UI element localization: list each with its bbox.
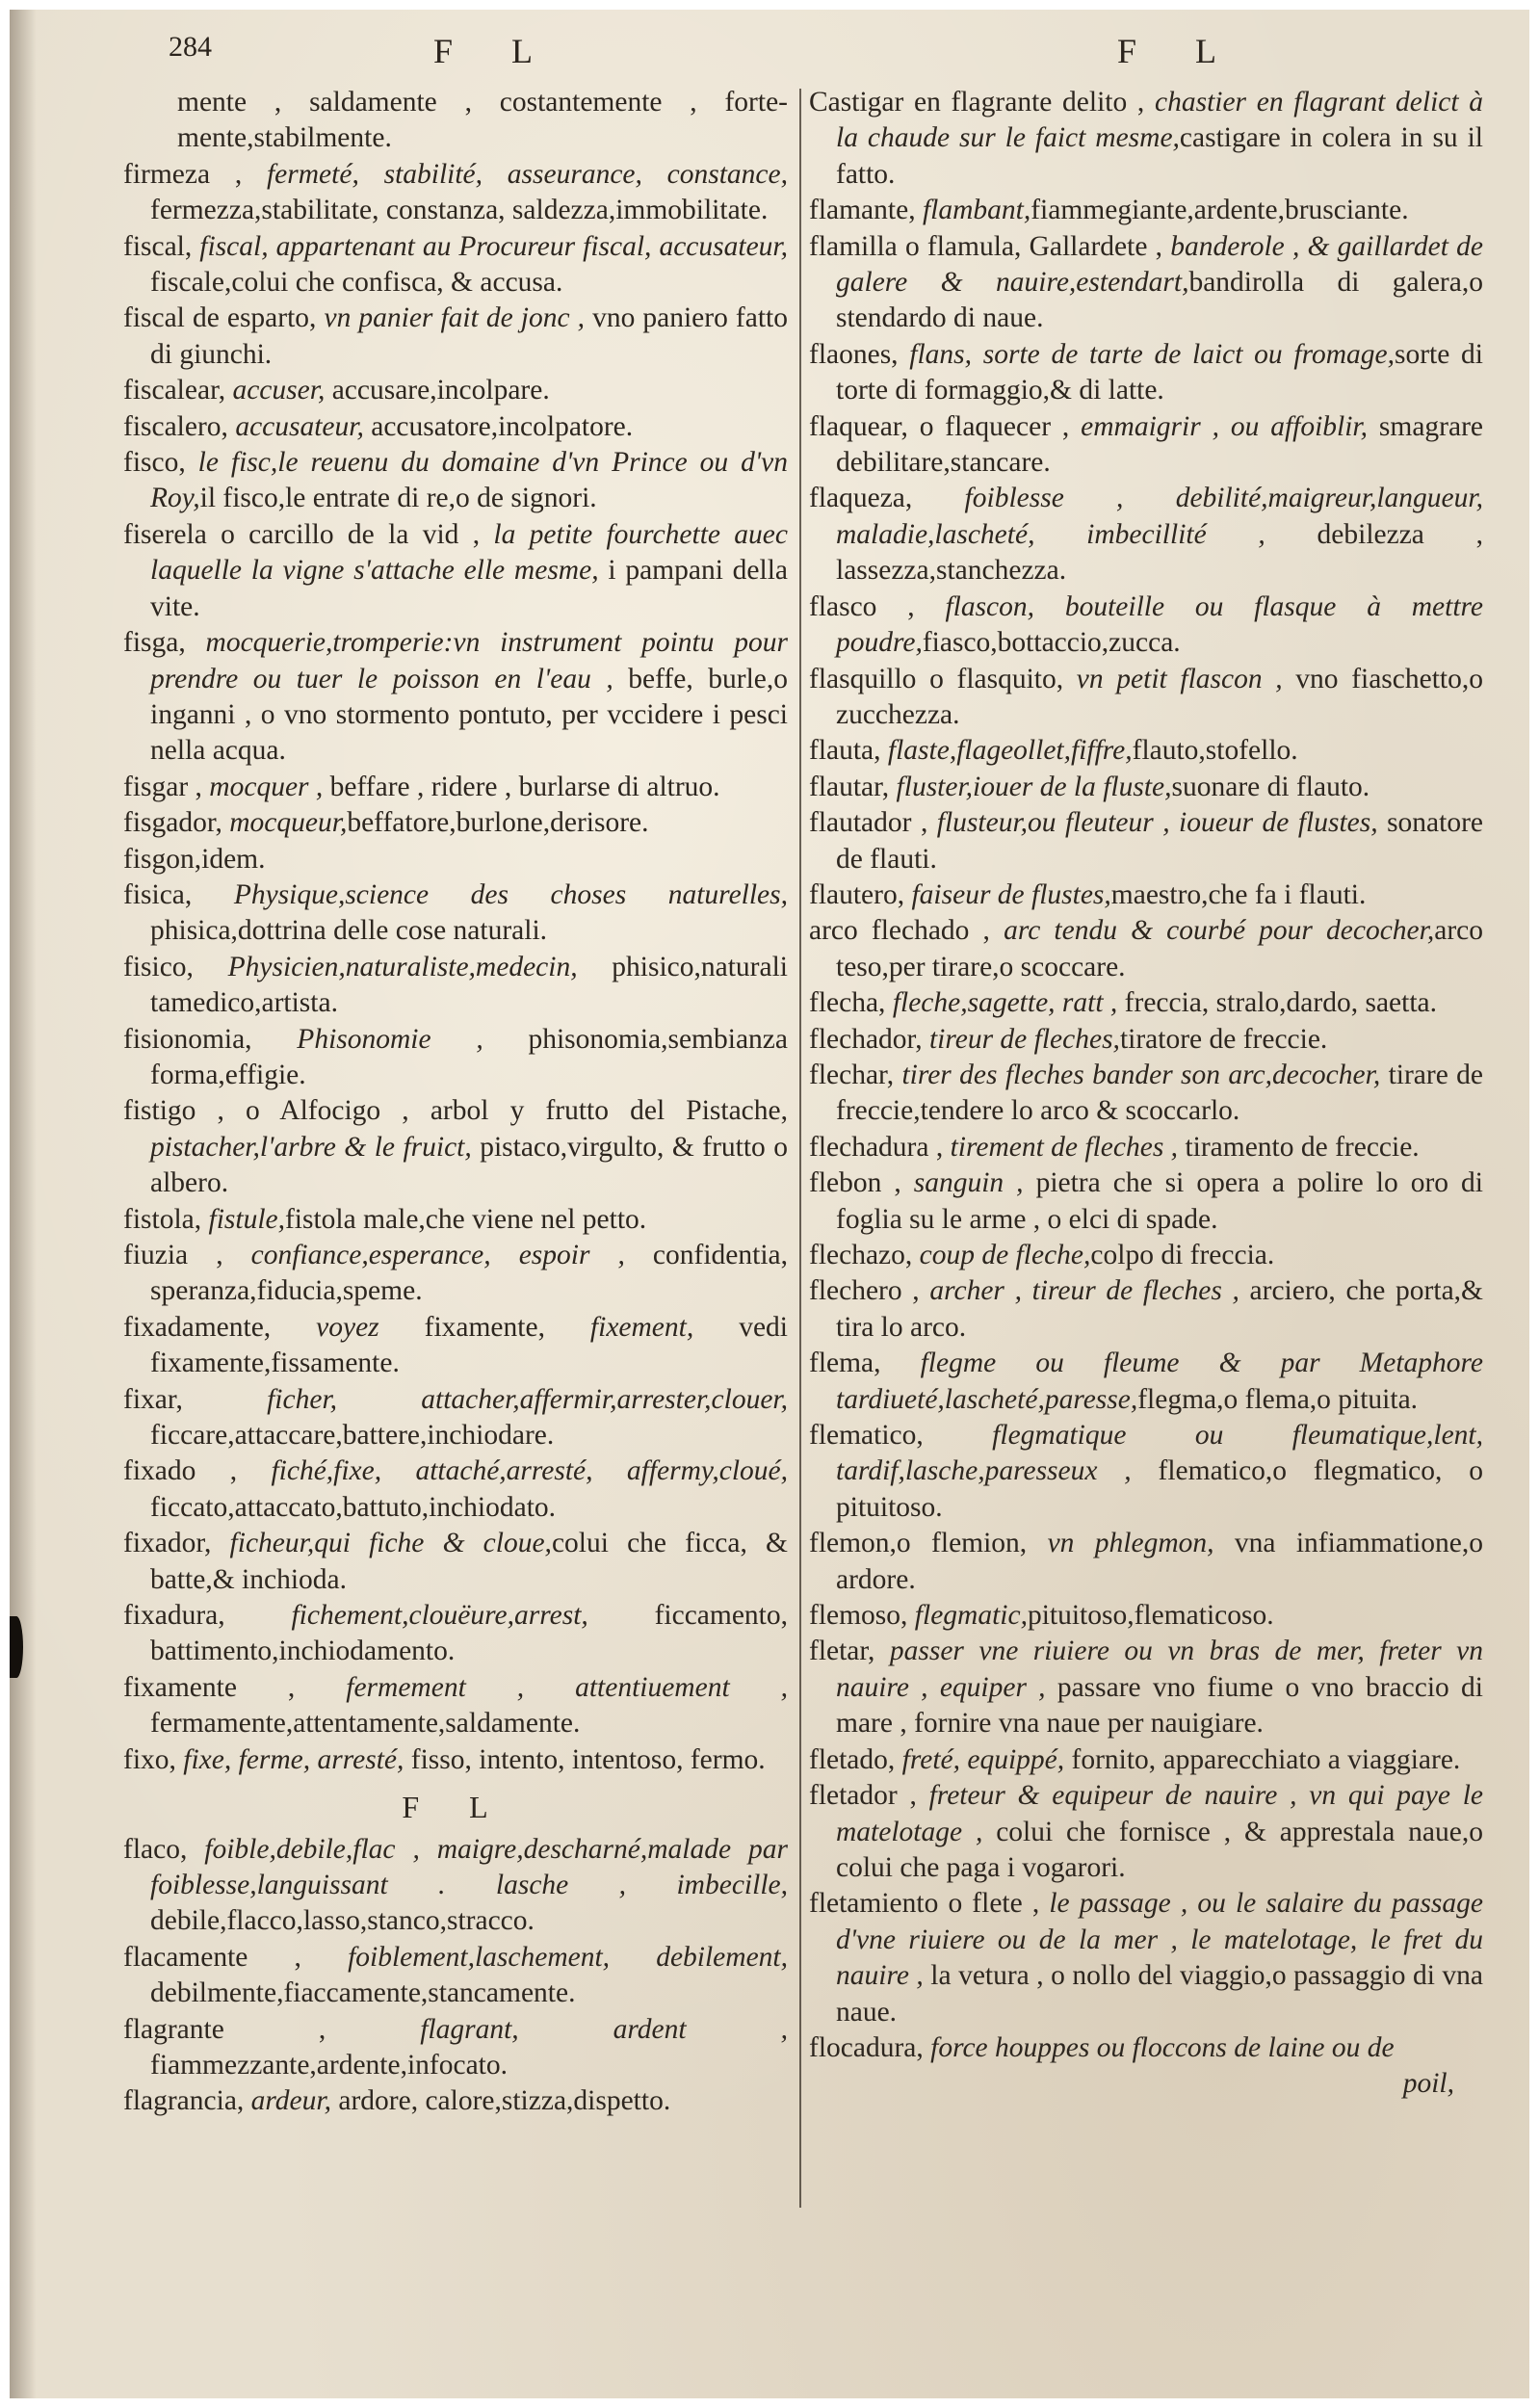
french-gloss: foiblesse , debilité,maigreur,langueur, maladie,lascheté, imbecillité , bbox=[836, 483, 1483, 550]
dictionary-entry bbox=[809, 337, 1483, 409]
spanish-headword: fixadamente, bbox=[123, 1311, 317, 1343]
french-gloss: archer , tireur de fleches , bbox=[929, 1275, 1239, 1307]
french-gloss: fixement, bbox=[589, 1311, 694, 1343]
french-gloss: sanguin , bbox=[913, 1167, 1024, 1199]
french-gloss: emmaigrir , ou affoiblir, bbox=[1081, 410, 1369, 442]
italian-gloss: fermamente,attentamente,saldamente. bbox=[150, 1708, 581, 1740]
dictionary-entry bbox=[809, 877, 1483, 913]
italian-gloss: arciero, che porta,& tira lo arco. bbox=[836, 1275, 1483, 1343]
italian-gloss: vedi fixamente,fissamente. bbox=[150, 1311, 788, 1379]
section-heading: F L bbox=[402, 1790, 509, 1825]
dictionary-entry bbox=[809, 733, 1483, 769]
spanish-headword: flechazo, bbox=[809, 1240, 920, 1270]
french-gloss: le fisc,le reuenu du domaine d'vn Prince ou d'vn Roy, bbox=[150, 447, 789, 514]
french-gloss: tirement de fleches , bbox=[950, 1131, 1179, 1163]
italian-gloss: castigare in colera in su il fatto. bbox=[836, 122, 1484, 190]
dictionary-entry bbox=[809, 1526, 1483, 1598]
italian-gloss: smagrare debilitare,stancare. bbox=[836, 410, 1483, 479]
dictionary-entry bbox=[123, 2012, 788, 2084]
spanish-headword: flechadura , bbox=[809, 1131, 951, 1163]
french-gloss: banderole , & gaillardet de galere & nauire,estendart, bbox=[836, 230, 1483, 299]
spanish-headword: flagrancia, bbox=[123, 2085, 251, 2117]
dictionary-entry bbox=[809, 913, 1483, 985]
italian-gloss: fiammegiante,ardente,brusciante. bbox=[1030, 195, 1409, 226]
french-gloss: tireur de fleches, bbox=[928, 1023, 1120, 1055]
italian-gloss: fornito, apparecchiato a viaggiare. bbox=[1064, 1743, 1461, 1775]
french-gloss: vn petit flascon , bbox=[1076, 663, 1283, 694]
italian-gloss: fiammezzante,ardente,infocato. bbox=[150, 2049, 508, 2081]
spanish-headword: flebon , bbox=[809, 1167, 914, 1199]
dictionary-entry bbox=[809, 1886, 1483, 2030]
italian-gloss: colui che fornisce , & apprestala naue,o colui che paga i vogarori. bbox=[836, 1816, 1483, 1883]
french-gloss: vn panier fait de jonc , bbox=[324, 302, 586, 334]
dictionary-entry bbox=[123, 1832, 788, 1940]
italian-gloss: ficcamento, battimento,inchiodamento. bbox=[150, 1600, 788, 1667]
dictionary-entry bbox=[809, 1058, 1483, 1130]
dictionary-entry bbox=[809, 1418, 1483, 1526]
spanish-headword: flautador , bbox=[809, 807, 937, 839]
italian-gloss: flauto,stofello. bbox=[1132, 735, 1298, 767]
french-gloss: flambant, bbox=[922, 195, 1031, 226]
spanish-headword: flaquear, o flaquecer , bbox=[809, 410, 1082, 442]
dictionary-entry bbox=[123, 2083, 788, 2119]
french-gloss: fixe, ferme, arresté, bbox=[183, 1743, 404, 1775]
italian-gloss: sonatore de flauti. bbox=[836, 807, 1484, 875]
dictionary-entry bbox=[123, 1093, 788, 1201]
french-gloss: fiché,fixe, attaché,arresté, affermy,cloué, bbox=[271, 1455, 788, 1487]
french-gloss: force houppes ou floccons de laine ou de bbox=[930, 2031, 1395, 2063]
italian-gloss: debilezza , lassezza,stanchezza. bbox=[836, 518, 1483, 587]
dictionary-entry bbox=[123, 373, 788, 408]
dictionary-entry bbox=[809, 1346, 1483, 1418]
french-gloss: freteur & equipeur de nauire , vn qui paye le matelotage , bbox=[836, 1780, 1483, 1847]
dictionary-entry bbox=[123, 301, 788, 373]
dictionary-entry bbox=[809, 481, 1483, 589]
italian-gloss: colui che ficca, & batte,& inchioda. bbox=[150, 1528, 788, 1595]
italian-gloss: flematico,o flegmatico, o pituitoso. bbox=[836, 1455, 1483, 1523]
italian-gloss: passare vno fiume o vno braccio di mare , fornire vna naue per nauigiare. bbox=[836, 1671, 1483, 1740]
dictionary-entry bbox=[123, 950, 788, 1022]
spanish-headword: Castigar en flagrante delito , bbox=[809, 87, 1155, 118]
italian-gloss: la vetura , o nollo del viaggio,o passaggio di vna naue. bbox=[836, 1960, 1483, 2028]
italian-gloss: debile,flacco,lasso,stanco,stracco. bbox=[150, 1905, 535, 1937]
dictionary-entry bbox=[123, 85, 788, 157]
dictionary-entry bbox=[809, 1273, 1483, 1346]
french-gloss: fiscal, appartenant au Procureur fiscal, accusateur, bbox=[199, 230, 788, 262]
italian-gloss: flegma,o flema,o pituita. bbox=[1137, 1383, 1419, 1415]
spanish-headword: fixado , bbox=[123, 1455, 272, 1487]
italian-gloss: beffatore,burlone,derisore. bbox=[347, 807, 649, 839]
italian-gloss: ficcare,attaccare,battere,inchiodare. bbox=[150, 1420, 555, 1452]
spanish-headword: flasquillo o flasquito, bbox=[809, 663, 1077, 694]
italian-gloss: fistola male,che viene nel petto. bbox=[284, 1203, 647, 1235]
dictionary-entry bbox=[809, 1778, 1483, 1886]
dictionary-entry bbox=[809, 85, 1483, 193]
french-gloss: flegme ou fleume & par Metaphore tardiueté,lascheté,paresse, bbox=[836, 1348, 1483, 1415]
french-gloss: fermeté, stabilité, asseurance, constance, bbox=[266, 158, 788, 190]
french-gloss: freté, equippé, bbox=[901, 1743, 1065, 1775]
italian-gloss: suonare di flauto. bbox=[1171, 771, 1370, 802]
spanish-headword: flematico, bbox=[809, 1420, 993, 1452]
spanish-headword: fistola, bbox=[123, 1203, 209, 1235]
spanish-headword: fisgon,idem. bbox=[123, 843, 266, 875]
italian-gloss: fiscale,colui che confisca, & accusa. bbox=[150, 267, 563, 299]
spanish-headword: fiscalero, bbox=[123, 410, 236, 442]
french-gloss: flans, sorte de tarte de laict ou fromage, bbox=[909, 338, 1395, 370]
french-gloss: flusteur,ou fleuteur , ioueur de flustes, bbox=[936, 807, 1378, 839]
dictionary-entry bbox=[123, 1310, 788, 1382]
italian-gloss: pituitoso,flematicoso. bbox=[1027, 1600, 1274, 1632]
italian-gloss: beffe, burle,o inganni , o vno stormento pontuto, per vccidere i pesci nella acqua. bbox=[150, 663, 788, 767]
left-column bbox=[123, 85, 788, 2120]
spanish-headword: fixadura, bbox=[123, 1600, 292, 1632]
french-gloss: passer vne riuiere ou vn bras de mer, freter vn nauire , equiper , bbox=[836, 1636, 1483, 1703]
french-gloss: chastier en flagrant delict à la chaude sur le faict mesme, bbox=[836, 87, 1483, 154]
binding-shadow bbox=[10, 10, 37, 2398]
french-gloss: flagrant, ardent , bbox=[420, 2013, 788, 2045]
spanish-headword: flaones, bbox=[809, 338, 910, 370]
french-gloss: accusateur, bbox=[235, 410, 364, 442]
dictionary-entry bbox=[809, 409, 1483, 482]
dictionary-entry bbox=[809, 805, 1483, 877]
catchword: poil, bbox=[1402, 2068, 1454, 2100]
spanish-headword: flautero, bbox=[809, 878, 912, 910]
spanish-headword: fiuzia , bbox=[123, 1240, 251, 1270]
italian-gloss: phisica,dottrina delle cose naturali. bbox=[150, 915, 548, 947]
french-gloss: mocquerie,tromperie:vn instrument pointu pour prendre ou tuer le poisson en l'eau , bbox=[150, 627, 789, 694]
dictionary-entry bbox=[809, 589, 1483, 662]
spanish-headword: fletar, bbox=[809, 1636, 890, 1667]
italian-gloss: confidentia, speranza,fiducia,speme. bbox=[150, 1240, 788, 1307]
spanish-headword: flechador, bbox=[809, 1023, 929, 1055]
spanish-headword: flaqueza, bbox=[809, 483, 965, 514]
italian-gloss: debilmente,fiaccamente,stancamente. bbox=[150, 1977, 576, 2009]
ink-blot bbox=[10, 1616, 23, 1678]
italian-gloss: vno fiaschetto,o zucchezza. bbox=[836, 663, 1483, 730]
spanish-headword: arco flechado , bbox=[809, 915, 1004, 947]
dictionary-entry bbox=[123, 1238, 788, 1310]
italian-gloss: fermezza,stabilitate, constanza, saldezza,immobilitate. bbox=[150, 195, 769, 226]
dictionary-entry bbox=[123, 625, 788, 770]
french-gloss: vn phlegmon, bbox=[1047, 1528, 1214, 1559]
italian-gloss: beffare , ridere , burlarse di altruo. bbox=[323, 771, 720, 802]
spanish-headword: fisica, bbox=[123, 878, 234, 910]
french-gloss: flascon, bouteille ou flasque à mettre poudre, bbox=[836, 590, 1484, 659]
dictionary-entry bbox=[123, 1202, 788, 1238]
dictionary-entry bbox=[809, 985, 1483, 1021]
dictionary-entry bbox=[809, 193, 1483, 228]
french-gloss: fermement , attentiuement , bbox=[346, 1671, 788, 1703]
dictionary-entry bbox=[123, 1382, 788, 1454]
dictionary-entry bbox=[809, 770, 1483, 805]
french-gloss: Phisonomie , bbox=[297, 1023, 483, 1055]
spanish-headword: fletador , bbox=[809, 1780, 929, 1812]
spanish-headword: fisgar , bbox=[123, 771, 210, 802]
dictionary-entry bbox=[809, 1130, 1483, 1165]
dictionary-entry bbox=[123, 517, 788, 625]
column-divider bbox=[799, 89, 801, 2208]
spanish-headword: fisico, bbox=[123, 951, 228, 982]
italian-gloss: fiasco,bottaccio,zucca. bbox=[922, 627, 1181, 659]
dictionary-entry bbox=[123, 1940, 788, 2012]
italian-gloss: pietra che si opera a polire lo oro di foglia su le arme , o elci di spade. bbox=[836, 1167, 1483, 1235]
running-head-right: F L bbox=[1117, 32, 1242, 70]
french-gloss: fichement,clouëure,arrest, bbox=[291, 1600, 588, 1632]
french-gloss: mocquer , bbox=[209, 771, 324, 802]
spanish-headword: fiscal de esparto, bbox=[123, 302, 325, 334]
spanish-headword: flagrante , bbox=[123, 2013, 421, 2045]
italian-gloss: tiratore de freccie. bbox=[1119, 1023, 1328, 1055]
spanish-headword: fisgador, bbox=[123, 807, 230, 839]
italian-gloss: arco teso,per tirare,o scoccare. bbox=[836, 915, 1484, 982]
french-gloss: pistacher,l'arbre & le fruict, bbox=[150, 1131, 472, 1163]
spanish-headword: fisga, bbox=[123, 627, 206, 659]
french-gloss: coup de fleche, bbox=[919, 1240, 1091, 1270]
french-gloss: le passage , ou le salaire du passage d'vne riuiere ou de la mer , le matelotage, le fret du nauire , bbox=[836, 1888, 1483, 1992]
italian-gloss: sorte di torte di formaggio,& di latte. bbox=[836, 338, 1484, 406]
dictionary-entry bbox=[809, 2030, 1483, 2066]
spanish-headword: fiscalear, bbox=[123, 375, 233, 406]
spanish-headword: flechero , bbox=[809, 1275, 930, 1307]
dictionary-entry bbox=[123, 229, 788, 301]
italian-gloss: tirare de freccie,tendere lo arco & scoccarlo. bbox=[836, 1059, 1483, 1127]
french-gloss: confiance,esperance, espoir , bbox=[250, 1240, 625, 1270]
dictionary-entry bbox=[809, 1742, 1483, 1778]
spanish-headword: fiserela o carcillo de la vid , bbox=[123, 518, 494, 550]
french-gloss: accuser, bbox=[232, 375, 326, 406]
spanish-headword: fixar, bbox=[123, 1383, 268, 1415]
italian-gloss: pistaco,virgulto, & frutto o albero. bbox=[150, 1131, 788, 1199]
dictionary-entry bbox=[123, 1670, 788, 1742]
french-gloss: flegmatic, bbox=[914, 1600, 1028, 1632]
italian-gloss: bandirolla di galera,o stendardo di naue. bbox=[836, 267, 1483, 334]
dictionary-entry bbox=[123, 1022, 788, 1094]
dictionary-entry bbox=[809, 1022, 1483, 1058]
dictionary-entry bbox=[123, 842, 788, 877]
spanish-headword: flauta, bbox=[809, 735, 888, 767]
spanish-headword: flemon,o flemion, bbox=[809, 1528, 1048, 1559]
spanish-headword: flecha, bbox=[809, 987, 893, 1019]
dictionary-entry bbox=[809, 229, 1483, 337]
dictionary-entry bbox=[123, 1526, 788, 1598]
italian-gloss: phisico,naturali tamedico,artista. bbox=[150, 951, 788, 1019]
spanish-headword: fixo, bbox=[123, 1743, 184, 1775]
dictionary-entry bbox=[809, 1165, 1483, 1238]
french-gloss: la petite fourchette auec laquelle la vigne s'attache elle mesme, bbox=[150, 518, 788, 587]
dictionary-entry bbox=[809, 1598, 1483, 1634]
spanish-headword: flamilla o flamula, Gallardete , bbox=[809, 230, 1171, 262]
spanish-headword: flamante, bbox=[809, 195, 923, 226]
dictionary-page bbox=[10, 10, 1529, 2398]
french-gloss: ficheur,qui fiche & cloue, bbox=[229, 1528, 552, 1559]
spanish-headword: fisco, bbox=[123, 447, 198, 479]
italian-gloss: fisso, intento, intentoso, fermo. bbox=[404, 1743, 766, 1775]
italian-gloss: ardore, calore,stizza,dispetto. bbox=[331, 2085, 671, 2117]
dictionary-entry bbox=[123, 1742, 788, 1778]
dictionary-entry bbox=[123, 445, 788, 517]
spanish-headword: fistigo , o Alfocigo , arbol y frutto del Pistache, bbox=[123, 1095, 788, 1127]
french-gloss: tirer des fleches bander son arc,decocher, bbox=[901, 1059, 1381, 1090]
italian-gloss: vna infiammatione,o ardore. bbox=[836, 1528, 1483, 1595]
french-gloss: faiseur de flustes, bbox=[911, 878, 1111, 910]
dictionary-entry bbox=[123, 877, 788, 950]
french-gloss: voyez bbox=[316, 1311, 379, 1343]
french-gloss: fistule, bbox=[208, 1203, 285, 1235]
spanish-headword: mente , saldamente , costantemente , forte-mente,stabilmente. bbox=[177, 87, 788, 154]
french-gloss: Physique,science des choses naturelles, bbox=[233, 878, 788, 910]
french-gloss: ficher, attacher,affermir,arrester,clouer, bbox=[267, 1383, 788, 1415]
dictionary-entry bbox=[809, 662, 1483, 734]
spanish-headword: flemoso, bbox=[809, 1600, 915, 1632]
italian-gloss: accusatore,incolpatore. bbox=[363, 410, 634, 442]
spanish-headword: fletamiento o flete , bbox=[809, 1888, 1050, 1920]
page-number: 284 bbox=[169, 31, 212, 63]
running-head-left: F L bbox=[433, 32, 559, 70]
spanish-headword: flaco, bbox=[123, 1833, 205, 1865]
spanish-headword: fisionomia, bbox=[123, 1023, 298, 1055]
dictionary-entry bbox=[123, 770, 788, 805]
spanish-headword: flacamente , bbox=[123, 1941, 349, 1973]
italian-gloss: accusare,incolpare. bbox=[325, 375, 550, 406]
dictionary-entry bbox=[123, 805, 788, 841]
dictionary-entry bbox=[123, 1453, 788, 1526]
french-gloss: arc tendu & courbé pour decocher, bbox=[1004, 915, 1435, 947]
italian-gloss: il fisco,le entrate di re,o de signori. bbox=[199, 483, 597, 514]
french-gloss: foible,debile,flac , maigre,descharné,malade par foiblesse,languissant . lasche , imbecille, bbox=[150, 1833, 788, 1900]
right-column bbox=[809, 85, 1483, 2103]
spanish-headword: fiscal, bbox=[123, 230, 200, 262]
spanish-headword: flocadura, bbox=[809, 2031, 931, 2063]
dictionary-entry bbox=[123, 1598, 788, 1670]
italian-gloss: tiramento de freccie. bbox=[1178, 1131, 1420, 1163]
french-gloss: Physicien,naturaliste,medecin, bbox=[227, 951, 578, 982]
italian-gloss: phisonomia,sembianza forma,effigie. bbox=[150, 1023, 788, 1090]
italian-gloss: ficcato,attaccato,battuto,inchiodato. bbox=[150, 1491, 557, 1523]
spanish-headword: flechar, bbox=[809, 1059, 902, 1090]
italian-gloss: colpo di freccia. bbox=[1090, 1240, 1275, 1270]
french-gloss: foiblement,laschement, debilement, bbox=[348, 1941, 788, 1973]
spanish-headword: flema, bbox=[809, 1348, 921, 1379]
spanish-headword: fixamente , bbox=[123, 1671, 347, 1703]
french-gloss: fleche,sagette, ratt , bbox=[892, 987, 1118, 1019]
italian-gloss: freccia, stralo,dardo, saetta. bbox=[1117, 987, 1437, 1019]
spanish-headword: firmeza , bbox=[123, 158, 267, 190]
dictionary-entry bbox=[123, 157, 788, 229]
italian-gloss: maestro,che fa i flauti. bbox=[1110, 878, 1367, 910]
spanish-headword: fixador, bbox=[123, 1528, 230, 1559]
spanish-headword: flasco , bbox=[809, 590, 946, 622]
french-gloss: flaste,flageollet,fiffre, bbox=[887, 735, 1133, 767]
dictionary-entry bbox=[809, 1238, 1483, 1273]
french-gloss: ardeur, bbox=[250, 2085, 331, 2117]
spanish-headword: fletado, bbox=[809, 1743, 902, 1775]
dictionary-entry bbox=[123, 409, 788, 445]
french-gloss: flegmatique ou fleumatique,lent, tardif,lasche,paresseux , bbox=[836, 1420, 1483, 1487]
italian-gloss: fixamente, bbox=[378, 1311, 590, 1343]
french-gloss: fluster,iouer de la fluste, bbox=[896, 771, 1172, 802]
french-gloss: mocqueur, bbox=[229, 807, 348, 839]
italian-gloss: vno paniero fatto di giunchi. bbox=[150, 302, 788, 370]
italian-gloss: i pampani della vite. bbox=[150, 555, 789, 622]
spanish-headword: flautar, bbox=[809, 771, 897, 802]
dictionary-entry bbox=[809, 1634, 1483, 1741]
